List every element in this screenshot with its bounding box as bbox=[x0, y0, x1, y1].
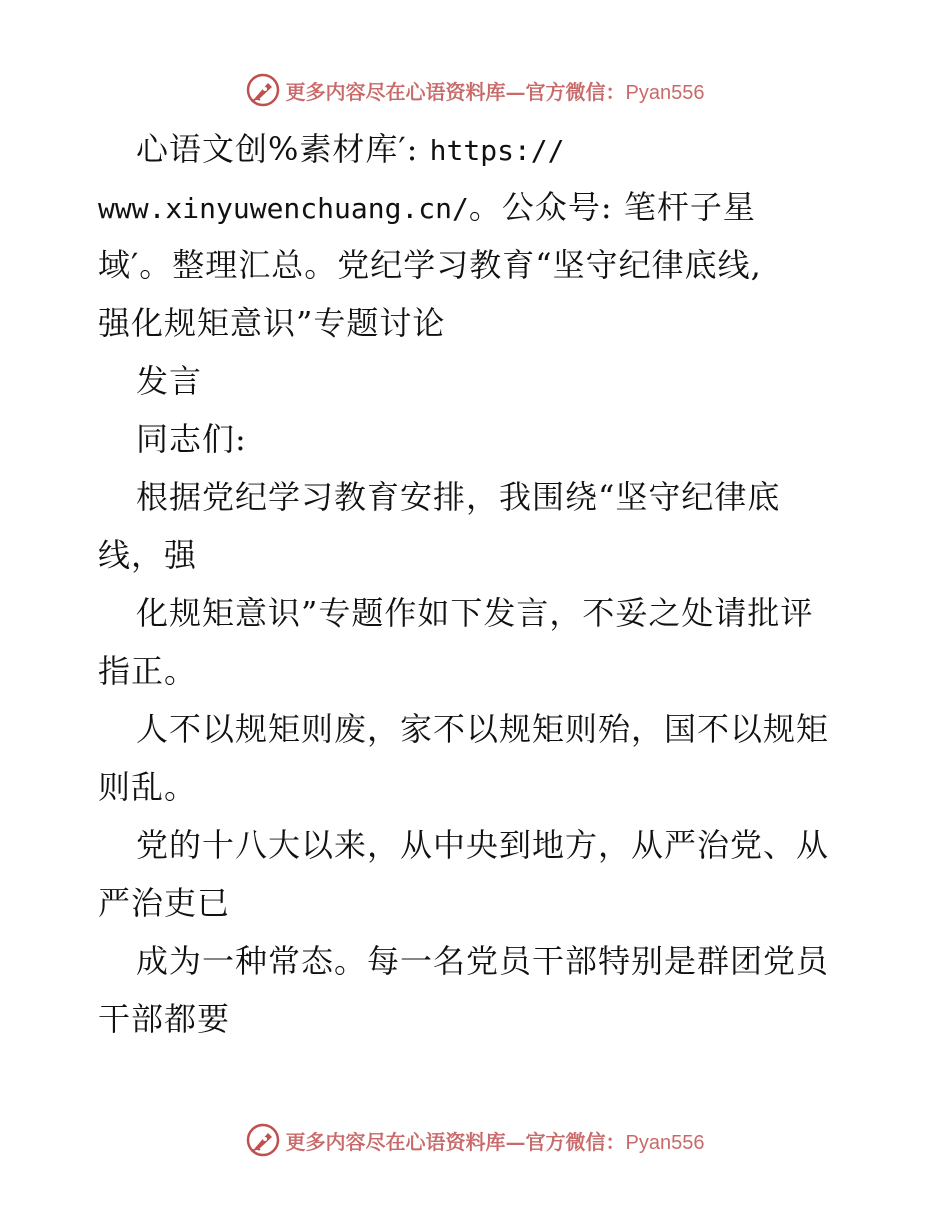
text-line bbox=[98, 352, 858, 410]
line-text: 同志们: bbox=[136, 420, 247, 458]
line-text: 。公众号: 笔杆子星 bbox=[468, 188, 756, 226]
wechat-id: Pyan556 bbox=[625, 1131, 705, 1154]
text-line bbox=[98, 816, 858, 874]
line-text: 域′。整理汇总。党纪学习教育“坚守纪律底线, bbox=[98, 246, 762, 284]
line-text: 化规矩意识”专题作如下发言，不妥之处请批评 bbox=[136, 594, 814, 632]
text-line bbox=[98, 584, 858, 642]
wechat-id: Pyan556 bbox=[625, 81, 705, 104]
line-text: 党的十八大以来，从中央到地方，从严治党、从 bbox=[136, 826, 830, 864]
line-text: 指正。 bbox=[98, 652, 198, 690]
text-line bbox=[98, 642, 858, 700]
text-line bbox=[98, 526, 858, 584]
line-text: 成为一种常态。每一名党员干部特别是群团党员 bbox=[136, 942, 830, 980]
text-line bbox=[98, 990, 858, 1048]
footer-banner bbox=[0, 1120, 950, 1160]
pen-nib-logo-icon bbox=[246, 1123, 280, 1157]
line-text: 强化规矩意识”专题讨论 bbox=[98, 304, 446, 342]
line-text: 根据党纪学习教育安排，我围绕“坚守纪律底 bbox=[136, 478, 781, 516]
header-banner bbox=[0, 70, 950, 110]
line-text: 则乱。 bbox=[98, 768, 198, 806]
line-text: 心语文创%素材库′: bbox=[136, 130, 430, 168]
text-line bbox=[98, 932, 858, 990]
text-line bbox=[98, 874, 858, 932]
text-line bbox=[98, 758, 858, 816]
line-text: 线，强 bbox=[98, 536, 198, 574]
text-line bbox=[98, 468, 858, 526]
pen-nib-logo-icon bbox=[246, 73, 280, 107]
text-line bbox=[98, 700, 858, 758]
banner-text: 更多内容尽在心语资料库—官方微信：Pyan556 bbox=[285, 1129, 705, 1154]
text-line bbox=[98, 294, 858, 352]
document-body bbox=[98, 120, 858, 1048]
text-line bbox=[98, 178, 858, 236]
line-text: 严治吏已 bbox=[98, 884, 231, 922]
url-text: https:// bbox=[429, 134, 565, 167]
line-text: 干部都要 bbox=[98, 1000, 231, 1038]
line-text: 人不以规矩则废，家不以规矩则殆，国不以规矩 bbox=[136, 710, 830, 748]
line-text: 发言 bbox=[136, 362, 203, 400]
text-line bbox=[98, 410, 858, 468]
url-text: www.xinyuwenchuang.cn/ bbox=[98, 192, 469, 225]
text-line bbox=[98, 236, 858, 294]
text-line bbox=[98, 120, 858, 178]
banner-text: 更多内容尽在心语资料库—官方微信：Pyan556 bbox=[285, 79, 705, 104]
